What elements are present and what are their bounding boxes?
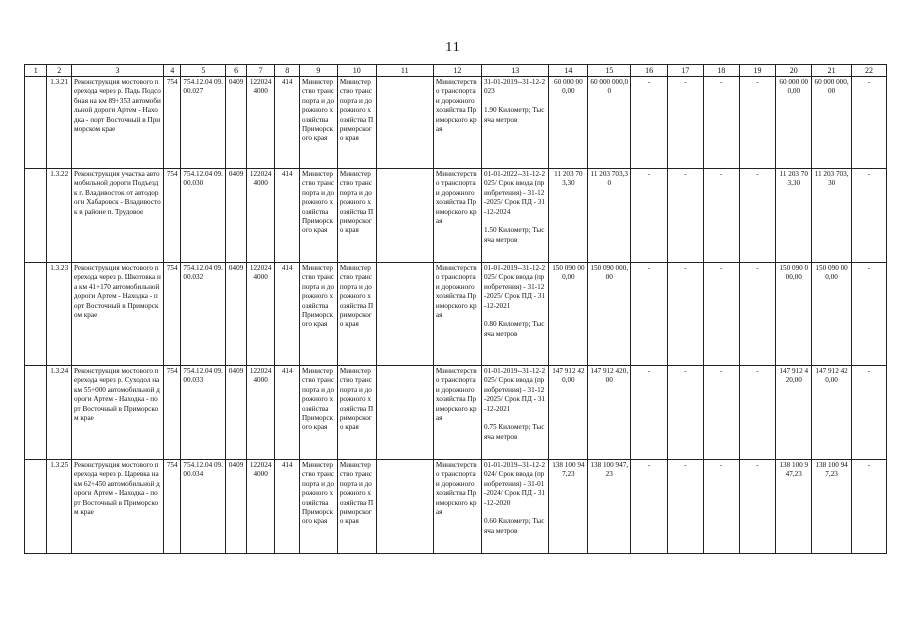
- col-22-cell: -: [852, 263, 887, 366]
- funding-total-cell: 11 203 703,30: [812, 169, 852, 263]
- estimated-cost-cell: 138 100 947,23: [549, 460, 588, 554]
- funding-total-cell: 60 000 000,00: [812, 77, 852, 169]
- term-capacity-cell: 01-01-2019--31-12-2025/ Срок ввода (приобретения) - 31-12-2025/ Срок ПД - 31-12-2021 0.75 Километр; Тысяча метров: [481, 366, 548, 460]
- col-18-cell: -: [703, 263, 739, 366]
- col-17-cell: -: [668, 169, 704, 263]
- funding-cell: 150 090 000,00: [776, 263, 812, 366]
- col-header: 19: [739, 65, 776, 77]
- col-22-cell: -: [852, 169, 887, 263]
- item-code-cell: 1.3.24: [47, 366, 72, 460]
- object-name-cell: Реконструкция мостового перехода через р. Суходол на км 55+000 автомобильной дороги Артем - Находка - порт Восточный в Приморском крае: [72, 366, 164, 460]
- col-16-cell: -: [631, 460, 668, 554]
- section-code-cell: 0409: [226, 263, 246, 366]
- term-capacity-cell: 01-01-2019--31-12-2024/ Срок ввода (приобретения) - 31-01-2024/ Срок ПД - 31-12-2020 0.60 Километр; Тысяча метров: [481, 460, 548, 554]
- remaining-cost-cell: 11 203 703,30: [588, 169, 631, 263]
- row-number-cell: [25, 77, 47, 169]
- estimated-cost-cell: 147 912 420,00: [549, 366, 588, 460]
- col-19-cell: -: [739, 77, 776, 169]
- header-row: [25, 65, 887, 77]
- col-19-cell: -: [739, 460, 776, 554]
- col-header: 16: [631, 65, 668, 77]
- developer-cell: Министерство транспорта и дорожного хозяйства Приморского края: [337, 460, 376, 554]
- col-11-cell: [376, 460, 433, 554]
- funding-total-cell: 138 100 947,23: [812, 460, 852, 554]
- col-header: 17: [668, 65, 704, 77]
- col-header: 7: [246, 65, 275, 77]
- col-16-cell: -: [631, 77, 668, 169]
- expense-type-cell: 414: [275, 77, 300, 169]
- col-17-cell: -: [668, 366, 704, 460]
- col-header: 3: [72, 65, 164, 77]
- col-17-cell: -: [668, 460, 704, 554]
- term-capacity-cell: 01-01-2019--31-12-2025/ Срок ввода (приобретения) - 31-12-2025/ Срок ПД - 31-12-2021 0.80 Километр; Тысяча метров: [481, 263, 548, 366]
- col-19-cell: -: [739, 169, 776, 263]
- table-row: [25, 263, 887, 366]
- col-header: 18: [703, 65, 739, 77]
- col-18-cell: -: [703, 169, 739, 263]
- grbs-code-cell: 754: [164, 263, 181, 366]
- col-16-cell: -: [631, 263, 668, 366]
- col-11-cell: [376, 263, 433, 366]
- col-header: 12: [433, 65, 481, 77]
- object-id-cell: 754.12.04 09.00.034: [181, 460, 226, 554]
- col-11-cell: [376, 366, 433, 460]
- row-number-cell: [25, 366, 47, 460]
- target-article-cell: 122024 4000: [246, 460, 275, 554]
- estimated-cost-cell: 150 090 000,00: [549, 263, 588, 366]
- remaining-cost-cell: 150 090 000,00: [588, 263, 631, 366]
- developer-cell: Министерство транспорта и дорожного хозяйства Приморского края: [337, 366, 376, 460]
- grbs-code-cell: 754: [164, 169, 181, 263]
- developer-cell: Министерство транспорта и дорожного хозяйства Приморского края: [337, 77, 376, 169]
- customer-cell: Министерство транспорта и дорожного хозяйства Приморского края: [299, 263, 337, 366]
- section-code-cell: 0409: [226, 366, 246, 460]
- term-capacity-cell: 31-01-2019--31-12-2023 1.90 Километр; Тысяча метров: [481, 77, 548, 169]
- row-number-cell: [25, 169, 47, 263]
- row-number-cell: [25, 460, 47, 554]
- col-header: 8: [275, 65, 300, 77]
- object-id-cell: 754.12.04 09.00.033: [181, 366, 226, 460]
- customer-cell: Министерство транспорта и дорожного хозяйства Приморского края: [299, 169, 337, 263]
- col-16-cell: -: [631, 169, 668, 263]
- developer-cell: Министерство транспорта и дорожного хозяйства Приморского края: [337, 263, 376, 366]
- col-header: 21: [812, 65, 852, 77]
- object-id-cell: 754.12.04 09.00.030: [181, 169, 226, 263]
- col-header: 9: [299, 65, 337, 77]
- col-22-cell: -: [852, 460, 887, 554]
- funding-cell: 60 000 000,00: [776, 77, 812, 169]
- funding-total-cell: 150 090 000,00: [812, 263, 852, 366]
- item-code-cell: 1.3.23: [47, 263, 72, 366]
- col-header: 10: [337, 65, 376, 77]
- col-header: 2: [47, 65, 72, 77]
- table-row: [25, 77, 887, 169]
- col-header: 5: [181, 65, 226, 77]
- item-code-cell: 1.3.25: [47, 460, 72, 554]
- grbs-code-cell: 754: [164, 77, 181, 169]
- customer-cell: Министерство транспорта и дорожного хозяйства Приморского края: [299, 366, 337, 460]
- recipient-cell: Министерство транспорта и дорожного хозяйства Приморского края: [433, 169, 481, 263]
- col-17-cell: -: [668, 263, 704, 366]
- col-header: 14: [549, 65, 588, 77]
- object-id-cell: 754.12.04 09.00.032: [181, 263, 226, 366]
- expense-type-cell: 414: [275, 460, 300, 554]
- item-code-cell: 1.3.21: [47, 77, 72, 169]
- expense-type-cell: 414: [275, 263, 300, 366]
- recipient-cell: Министерство транспорта и дорожного хозяйства Приморского края: [433, 460, 481, 554]
- remaining-cost-cell: 138 100 947,23: [588, 460, 631, 554]
- object-name-cell: Реконструкция участка автомобильной дороги Подъезд к г. Владивосток от автодороги Хабаровск - Владивосток в районе п. Трудовое: [72, 169, 164, 263]
- estimated-cost-cell: 60 000 000,00: [549, 77, 588, 169]
- object-name-cell: Реконструкция мостового перехода через р. Царевка на км 62+450 автомобильной дороги Артем - Находка - порт Восточный в Приморском крае: [72, 460, 164, 554]
- object-name-cell: Реконструкция мостового перехода через р. Шкотовка на км 41+170 автомобильной дороги Артем - Находка - порт Восточный в Приморском крае: [72, 263, 164, 366]
- col-header: 11: [376, 65, 433, 77]
- target-article-cell: 122024 4000: [246, 366, 275, 460]
- col-header: 22: [852, 65, 887, 77]
- remaining-cost-cell: 147 912 420,00: [588, 366, 631, 460]
- table-row: [25, 169, 887, 263]
- funding-cell: 147 912 420,00: [776, 366, 812, 460]
- col-16-cell: -: [631, 366, 668, 460]
- col-header: 1: [25, 65, 47, 77]
- object-id-cell: 754.12.04 09.00.027: [181, 77, 226, 169]
- funding-total-cell: 147 912 420,00: [812, 366, 852, 460]
- budget-table: [24, 64, 887, 554]
- expense-type-cell: 414: [275, 366, 300, 460]
- customer-cell: Министерство транспорта и дорожного хозяйства Приморского края: [299, 460, 337, 554]
- section-code-cell: 0409: [226, 77, 246, 169]
- grbs-code-cell: 754: [164, 366, 181, 460]
- row-number-cell: [25, 263, 47, 366]
- estimated-cost-cell: 11 203 703,30: [549, 169, 588, 263]
- funding-cell: 138 100 947,23: [776, 460, 812, 554]
- col-18-cell: -: [703, 366, 739, 460]
- page-number: 11: [445, 40, 461, 55]
- col-header: 15: [588, 65, 631, 77]
- target-article-cell: 122024 4000: [246, 77, 275, 169]
- col-header: 20: [776, 65, 812, 77]
- developer-cell: Министерство транспорта и дорожного хозяйства Приморского края: [337, 169, 376, 263]
- col-header: 6: [226, 65, 246, 77]
- target-article-cell: 122024 4000: [246, 169, 275, 263]
- recipient-cell: Министерство транспорта и дорожного хозяйства Приморского края: [433, 263, 481, 366]
- funding-cell: 11 203 703,30: [776, 169, 812, 263]
- col-11-cell: [376, 77, 433, 169]
- col-22-cell: -: [852, 77, 887, 169]
- object-name-cell: Реконструкция мостового перехода через р. Падь Подсобная на км 89+353 автомобильной дороги Артем - Находка - порт Восточный в Приморском крае: [72, 77, 164, 169]
- section-code-cell: 0409: [226, 169, 246, 263]
- col-18-cell: -: [703, 77, 739, 169]
- customer-cell: Министерство транспорта и дорожного хозяйства Приморского края: [299, 77, 337, 169]
- col-17-cell: -: [668, 77, 704, 169]
- table-row: [25, 366, 887, 460]
- col-header: 13: [481, 65, 548, 77]
- col-19-cell: -: [739, 263, 776, 366]
- col-19-cell: -: [739, 366, 776, 460]
- table-row: [25, 460, 887, 554]
- term-capacity-cell: 01-01-2022--31-12-2025/ Срок ввода (приобретения) - 31-12-2025/ Срок ПД - 31-12-2024 1.50 Километр; Тысяча метров: [481, 169, 548, 263]
- col-11-cell: [376, 169, 433, 263]
- expense-type-cell: 414: [275, 169, 300, 263]
- grbs-code-cell: 754: [164, 460, 181, 554]
- col-22-cell: -: [852, 366, 887, 460]
- target-article-cell: 122024 4000: [246, 263, 275, 366]
- remaining-cost-cell: 60 000 000,00: [588, 77, 631, 169]
- item-code-cell: 1.3.22: [47, 169, 72, 263]
- recipient-cell: Министерство транспорта и дорожного хозяйства Приморского края: [433, 77, 481, 169]
- col-18-cell: -: [703, 460, 739, 554]
- section-code-cell: 0409: [226, 460, 246, 554]
- col-header: 4: [164, 65, 181, 77]
- recipient-cell: Министерство транспорта и дорожного хозяйства Приморского края: [433, 366, 481, 460]
